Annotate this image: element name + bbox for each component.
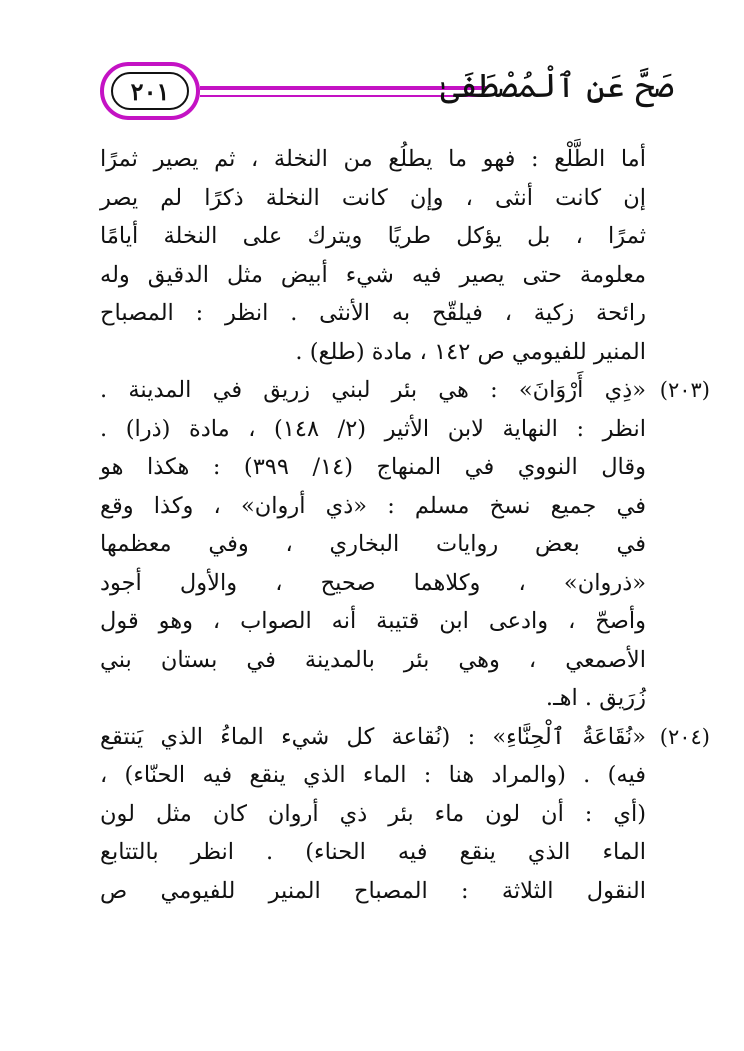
text-line: الأصمعي ، وهي بئر بالمدينة في بستان بني <box>100 646 646 673</box>
intro-paragraph <box>100 140 646 371</box>
text-line: إن كانت أنثى ، وإن كانت النخلة ذكرًا لم يصر <box>100 184 646 211</box>
footnote-number: (٢٠٤) <box>659 724 710 749</box>
footnote-204 <box>100 718 710 911</box>
footnote-203 <box>100 371 710 718</box>
text-line: وأصحّ ، وادعى ابن قتيبة أنه الصواب ، وهو قول <box>100 608 646 634</box>
text-line: في جميع نسخ مسلم : «ذي أروان» ، وكذا وقع <box>100 492 646 519</box>
text-line: «نُقَاعَةُ ٱلْحِنَّاءِ» : (نُقاعة كل شيء الماءُ الذي يَنتقع <box>100 723 646 750</box>
text-line: انظر : النهاية لابن الأثير (٢/ ١٤٨) ، مادة (ذرا) . <box>100 415 646 442</box>
footnote-number: (٢٠٣) <box>659 378 710 402</box>
page-header <box>100 62 674 128</box>
text-line: (أي : أن لون ماء بئر ذي أروان كان مثل لون <box>100 800 646 827</box>
text-line: النقول الثلاثة : المصباح المنير للفيومي ص <box>100 877 646 904</box>
text-line: فيه) . (والمراد هنا : الماء الذي ينقع فيه الحنّاء) ، <box>100 762 646 788</box>
text-line: ثمرًا ، بل يؤكل طريًا ويترك على النخلة أيامًا <box>100 223 646 249</box>
text-line: «ذروان» ، وكلاهما صحيح ، والأول أجود <box>100 569 646 596</box>
text-line: وقال النووي في المنهاج (١٤/ ٣٩٩) : هكذا هو <box>100 454 647 480</box>
running-title: صَحَّ عَنِ ٱلْمُصْطَفَىٰ <box>440 66 674 105</box>
text-line: الماء الذي ينقع فيه الحناء) . انظر بالتتابع <box>100 839 646 865</box>
text-line: رائحة زكية ، فيلقّح به الأنثى . انظر : المصباح <box>100 300 646 326</box>
text-line: معلومة حتى يصير فيه شيء أبيض مثل الدقيق وله <box>100 261 646 288</box>
text-line: أما الطَّلْع : فهو ما يطلُع من النخلة ، ثم يصير ثمرًا <box>100 146 646 172</box>
page-number-badge <box>100 62 200 120</box>
text-line: «ذِي أَرْوَانَ» : هي بئر لبني زريق في المدينة . <box>100 377 646 403</box>
page-number: ٢٠١ <box>111 72 189 110</box>
text-line: في بعض روايات البخاري ، وفي معظمها <box>100 531 646 557</box>
page-body <box>100 140 710 910</box>
text-line: زُرَيق . اهـ. <box>545 685 646 711</box>
text-line: المنير للفيومي ص ١٤٢ ، مادة (طلع) . <box>295 338 646 365</box>
